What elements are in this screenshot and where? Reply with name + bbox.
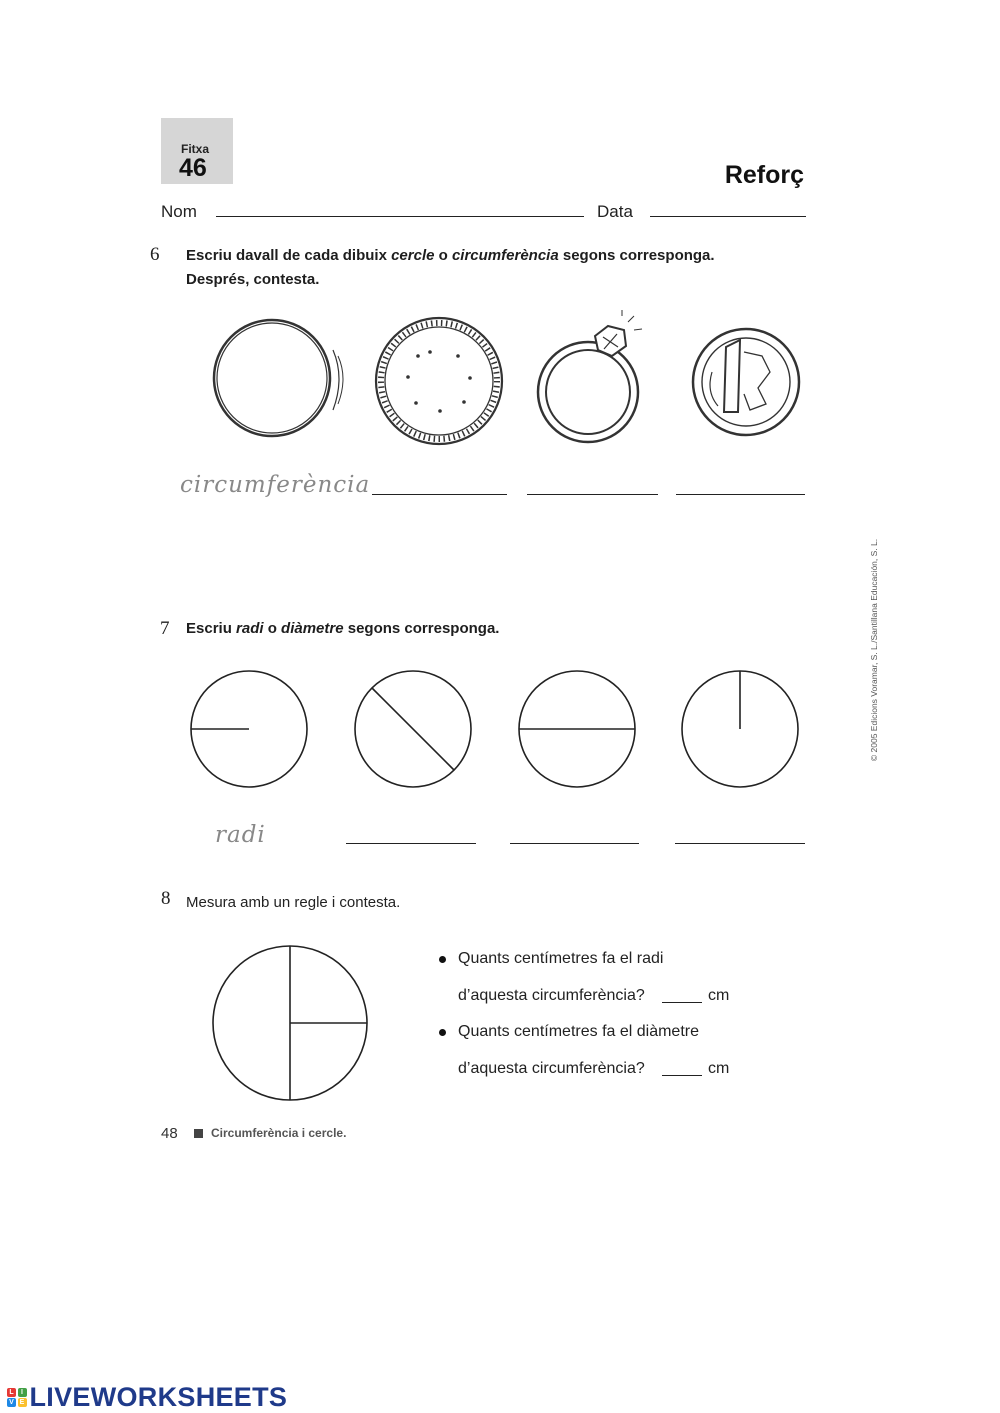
- logo-letter: I: [18, 1388, 27, 1397]
- bullet-icon: [439, 1029, 446, 1036]
- question-2-line-2: d’aquesta circumferència?: [458, 1060, 645, 1077]
- question-2-unit: cm: [708, 1060, 730, 1077]
- question-1-unit: cm: [708, 987, 730, 1004]
- date-label: Data: [597, 202, 633, 221]
- logo-grid-icon: [7, 1388, 27, 1408]
- exercise-7-number: 7: [160, 618, 170, 639]
- exercise-7-instruction: Escriu radi o diàmetre segons corresponga.: [186, 620, 500, 637]
- liveworksheets-logo[interactable]: [7, 1382, 287, 1413]
- logo-letter: L: [7, 1388, 16, 1397]
- exercise-8-number: 8: [161, 888, 171, 909]
- logo-letter: E: [18, 1398, 27, 1407]
- logo-letter: V: [7, 1398, 16, 1407]
- page-title: Reforç: [724, 161, 804, 189]
- exercise-7-example-answer: radi: [215, 822, 266, 848]
- question-2-answer-line[interactable]: [662, 1075, 702, 1076]
- question-1-line-1: Quants centímetres fa el radi: [458, 950, 664, 967]
- question-1-line-2: d’aquesta circumferència?: [458, 987, 645, 1004]
- worksheet-number: 46: [179, 154, 207, 182]
- brand-name: LIVEWORKSHEETS: [29, 1382, 288, 1412]
- question-1-answer-line[interactable]: [662, 1002, 702, 1003]
- bullet-icon: [439, 956, 446, 963]
- name-label: Nom: [161, 202, 197, 221]
- exercise-6-instruction: Escriu davall de cada dibuix cercle o circumferència segons corresponga. Després, contesta.: [186, 247, 715, 288]
- question-2-line-1: Quants centímetres fa el diàmetre: [458, 1023, 699, 1040]
- circle-with-diameter-and-radius: [213, 946, 367, 1100]
- footer-square-icon: [194, 1129, 203, 1138]
- exercise-6-example-answer: circumferència: [180, 472, 371, 498]
- worksheet-label: Fitxa: [181, 142, 210, 156]
- exercise-6-number: 6: [150, 244, 160, 265]
- page-number: 48: [161, 1125, 178, 1142]
- copyright-notice: © 2005 Edicions Voramar, S. L./Santillana Educación, S. L.: [869, 538, 879, 762]
- exercise-8-instruction: Mesura amb un regle i contesta.: [186, 894, 401, 911]
- footer-topic: Circumferència i cercle.: [211, 1126, 347, 1140]
